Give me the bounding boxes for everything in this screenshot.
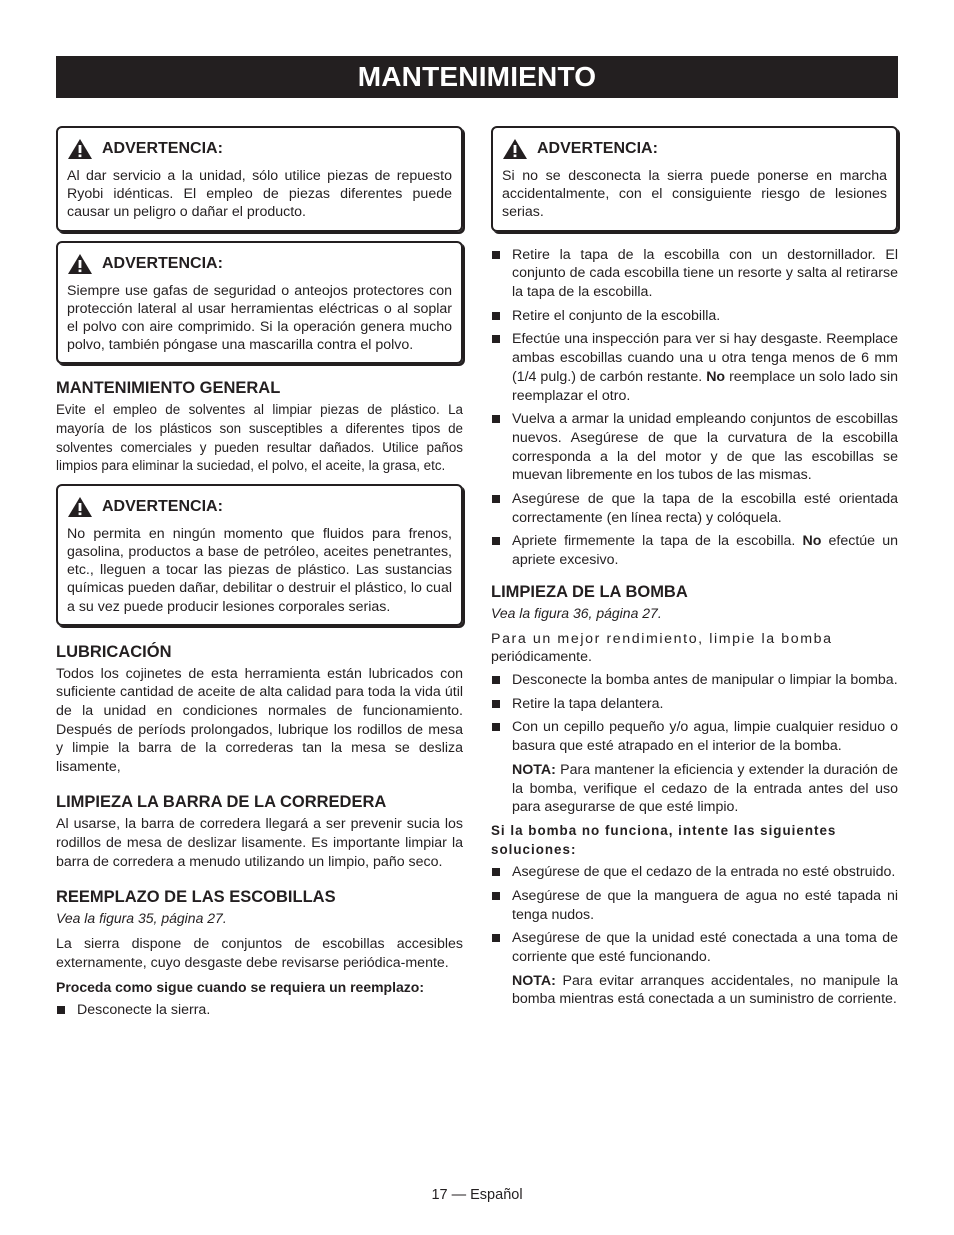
section-heading-brushes: REEMPLAZO DE LAS ESCOBILLAS <box>56 888 336 907</box>
list-item-text: Vuelva a armar la unidad empleando conjuntos de escobillas nuevos. Asegúrese de que la curvatura de la escobilla corresponda a la del motor y de que las escobillas se muevan libremente en los tubos de las mismas. <box>512 411 898 484</box>
list-item-text: Desconecte la bomba antes de manipular o limpiar la bomba. <box>512 672 898 689</box>
figure-reference: Vea la figura 35, página 27. <box>56 910 227 927</box>
list-item-text: Retire el conjunto de la escobilla. <box>512 307 721 324</box>
list-item-text: Desconecte la sierra. <box>77 1001 211 1018</box>
warning-box-safety-glasses <box>56 241 463 365</box>
bullet-square-icon <box>492 892 500 900</box>
warning-title: ADVERTENCIA: <box>102 140 223 157</box>
bullet-square-icon <box>57 1006 65 1014</box>
section-heading-general: MANTENIMIENTO GENERAL <box>56 379 281 398</box>
list-item-text: Con un cepillo pequeño y/o agua, limpie cualquier residuo o basura que esté atrapado en el interior de la bomba. <box>512 719 898 755</box>
list-item-text: Asegúrese de que la manguera de agua no esté tapada ni tenga nudos. <box>512 887 898 923</box>
section-heading-lubrication: LUBRICACIÓN <box>56 642 172 661</box>
warning-box-disconnect <box>491 126 898 232</box>
list-item-text: Asegúrese de que la tapa de la escobilla esté orientada correctamente (en línea recta) y colóquela. <box>512 491 898 526</box>
list-item <box>491 246 898 302</box>
warning-triangle-icon <box>67 253 93 275</box>
list-item-text: Apriete firmemente la tapa de la escobilla. <box>512 533 803 550</box>
list-item-text: Efectúe una inspección para ver si hay desgaste. Reemplace ambas escobillas cuando una u otra tenga menos de 6 mm (1/4 pulg.) de carbón restante. <box>512 331 898 385</box>
emphasis-no: No <box>802 533 822 550</box>
list-item-text: efectúe un apriete excesivo. <box>512 533 898 569</box>
warning-triangle-icon <box>67 496 93 518</box>
general-maintenance-text: Evite el empleo de solventes al limpiar piezas de plástico. La mayoría de los plásticos son susceptibles a diferentes tipos de solventes comerciales y pueden resultar dañados. Utilice paños limpios para eliminar la suciedad, el polvo, el aceite, la grasa, etc. <box>56 402 463 474</box>
warning-header <box>502 138 887 160</box>
note-text: Para evitar arranques accidentales, no manipule la bomba mientras está conectada a un suministro de corriente. <box>512 972 898 1008</box>
list-item-text: Retire la tapa delantera. <box>512 695 664 712</box>
slide-bar-text: Al usarse, la barra de corredera llegará a ser prevenir sucia los rodillos de mesa de deslizar lisamente. Es importante limpiar la barra de corredera a menudo utilizando un limpio, paño seco. <box>56 816 463 870</box>
page-title-banner: MANTENIMIENTO <box>56 56 898 98</box>
page-footer: 17 — Español <box>431 1187 523 1203</box>
pump-intro-line1: Para un mejor rendimiento, limpie la bomba <box>491 630 833 647</box>
list-item <box>491 307 898 326</box>
list-item <box>491 863 898 882</box>
warning-text: Siempre use gafas de seguridad o anteojos protectores con protección lateral al usar herramientas eléctricas o al soplar el polvo con aire comprimido. Si la operación genera mucho polvo, también póngase una mascarilla contra el polvo. <box>67 282 452 354</box>
brushes-procedure-label: Proceda como sigue cuando se requiera un reemplazo: <box>56 979 424 996</box>
bullet-square-icon <box>492 312 500 320</box>
section-heading-slide-bar: LIMPIEZA LA BARRA DE LA CORREDERA <box>56 793 387 812</box>
lubrication-text: Todos los cojinetes de esta herramienta están lubricados con suficiente cantidad de aceite de alta calidad para toda la vida útil de la unidad en condiciones normales de funcionamiento. Después de períods prolongados, lubrique los rodillos de mesa y limpie la barra de la correderas tan la mesa se desliza lisamente, <box>56 665 463 775</box>
warning-title: ADVERTENCIA: <box>102 497 223 515</box>
bullet-square-icon <box>492 723 500 731</box>
bullet-square-icon <box>492 700 500 708</box>
emphasis-no: No <box>706 368 726 385</box>
warning-box-parts <box>56 126 463 232</box>
list-item <box>491 671 898 690</box>
list-item <box>491 532 898 569</box>
pump-intro-line2: periódicamente. <box>491 649 592 666</box>
list-item <box>491 929 898 966</box>
warning-text: Al dar servicio a la unidad, sólo utilice piezas de repuesto Ryobi idénticas. El empleo de piezas diferentes puede causar un peligro o dañar el producto. <box>67 168 452 221</box>
list-item-text: Asegúrese de que la unidad esté conectada a una toma de corriente que esté funcionando. <box>512 930 898 965</box>
list-item <box>491 410 898 485</box>
warning-header <box>67 496 452 518</box>
list-item <box>491 330 898 405</box>
list-item-text: reemplace un solo lado sin reemplazar el otro. <box>512 368 898 404</box>
note-text: Para mantener la eficiencia y extender la duración de la bomba, verifique el cedazo de la entrada antes del uso para asegurarse de que esté limpio. <box>512 761 898 816</box>
bullet-square-icon <box>492 868 500 876</box>
brush-steps-list <box>491 246 898 570</box>
pump-troubleshooting-label: Si la bomba no funciona, intente las siguientes soluciones: <box>491 822 837 857</box>
brushes-bullet-list <box>56 1001 463 1020</box>
list-item-text: Retire la tapa de la escobilla con un destornillador. El conjunto de cada escobilla tiene un resorte y salta al retirarse la tapa de la escobilla. <box>512 246 898 301</box>
warning-header <box>67 138 452 160</box>
warning-triangle-icon <box>502 138 528 160</box>
figure-reference: Vea la figura 36, página 27. <box>491 604 662 621</box>
warning-header <box>67 253 452 275</box>
left-column <box>56 126 463 1025</box>
list-item-text: Asegúrese de que el cedazo de la entrada no esté obstruido. <box>512 864 896 881</box>
note-paragraph <box>491 972 898 1009</box>
bullet-square-icon <box>492 676 500 684</box>
list-item <box>491 490 898 527</box>
warning-text: No permita en ningún momento que fluidos para frenos, gasolina, productos a base de petróleo, aceites penetrantes, etc., lleguen a tocar las piezas de plástico. Las sustancias químicas pueden dañar, debilitar o destruir el plástico, lo cual a su vez puede producir lesiones corporales serias. <box>67 525 452 615</box>
brushes-text: La sierra dispone de conjuntos de escobillas accesibles externamente, cuyo desgaste debe revisarse periódica-mente. <box>56 936 463 971</box>
pump-steps-list <box>491 671 898 756</box>
bullet-square-icon <box>492 934 500 942</box>
note-paragraph <box>491 761 898 817</box>
warning-box-chemicals <box>56 484 463 626</box>
right-column <box>491 126 898 1014</box>
list-item <box>491 887 898 924</box>
warning-text: Si no se desconecta la sierra puede ponerse en marcha accidentalmente, con el consiguiente riesgo de lesiones serias. <box>502 168 887 221</box>
list-item <box>491 695 898 714</box>
list-item <box>56 1001 463 1020</box>
bullet-square-icon <box>492 335 500 343</box>
bullet-square-icon <box>492 495 500 503</box>
bullet-square-icon <box>492 537 500 545</box>
note-label: NOTA: <box>512 972 556 989</box>
warning-triangle-icon <box>67 138 93 160</box>
pump-troubleshooting-list <box>491 863 898 967</box>
warning-title: ADVERTENCIA: <box>537 140 658 157</box>
bullet-square-icon <box>492 251 500 259</box>
warning-title: ADVERTENCIA: <box>102 254 223 272</box>
note-label: NOTA: <box>512 761 556 778</box>
section-heading-pump: LIMPIEZA DE LA BOMBA <box>491 582 688 601</box>
list-item <box>491 718 898 755</box>
bullet-square-icon <box>492 415 500 423</box>
